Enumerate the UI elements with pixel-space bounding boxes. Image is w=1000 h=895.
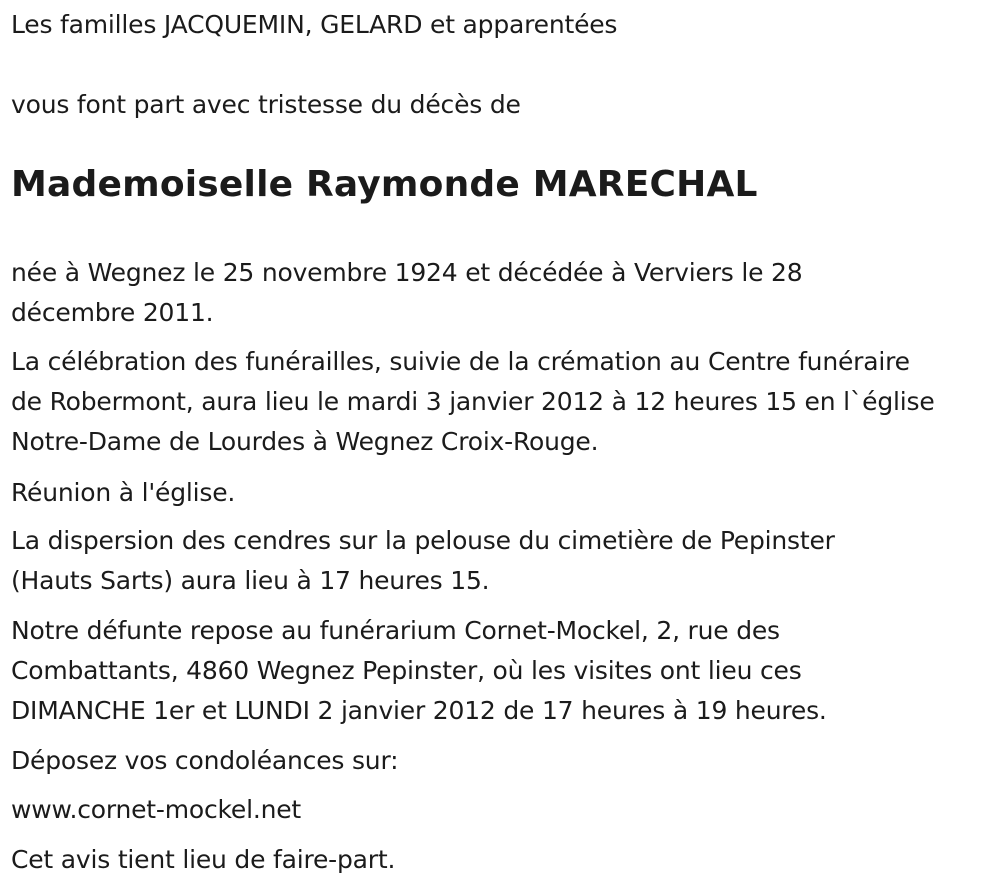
ceremony-paragraph <box>11 342 991 462</box>
dispersion-paragraph <box>11 521 991 601</box>
birth-death-line-2: décembre 2011. <box>11 298 214 327</box>
rest-line-2: Combattants, 4860 Wegnez Pepinster, où les visites ont lieu ces <box>11 656 802 685</box>
condolences-paragraph <box>11 741 991 781</box>
birth-death-line-1: née à Wegnez le 25 novembre 1924 et décédée à Verviers le 28 <box>11 258 803 287</box>
closing-line: Cet avis tient lieu de faire-part. <box>11 845 396 874</box>
condolences-line: Déposez vos condoléances sur: <box>11 746 399 775</box>
rest-paragraph <box>11 611 991 731</box>
ceremony-line-3: Notre-Dame de Lourdes à Wegnez Croix-Rouge. <box>11 427 599 456</box>
deceased-name: Mademoiselle Raymonde MARECHAL <box>11 164 758 205</box>
announcement-line: vous font part avec tristesse du décès de <box>11 90 521 119</box>
website-paragraph <box>11 790 991 830</box>
dispersion-line-1: La dispersion des cendres sur la pelouse du cimetière de Pepinster <box>11 526 835 555</box>
dispersion-line-2: (Hauts Sarts) aura lieu à 17 heures 15. <box>11 566 490 595</box>
ceremony-line-2: de Robermont, aura lieu le mardi 3 janvier 2012 à 12 heures 15 en l`église <box>11 387 935 416</box>
closing-paragraph <box>11 840 991 880</box>
ceremony-line-1: La célébration des funérailles, suivie de la crémation au Centre funéraire <box>11 347 910 376</box>
website-text: www.cornet-mockel.net <box>11 795 302 824</box>
meeting-paragraph <box>11 473 991 513</box>
families-line: Les familles JACQUEMIN, GELARD et apparentées <box>11 10 618 39</box>
rest-line-3: DIMANCHE 1er et LUNDI 2 janvier 2012 de 17 heures à 19 heures. <box>11 696 827 725</box>
birth-death-paragraph <box>11 253 991 333</box>
rest-line-1: Notre défunte repose au funérarium Cornet-Mockel, 2, rue des <box>11 616 780 645</box>
meeting-line: Réunion à l'église. <box>11 478 236 507</box>
